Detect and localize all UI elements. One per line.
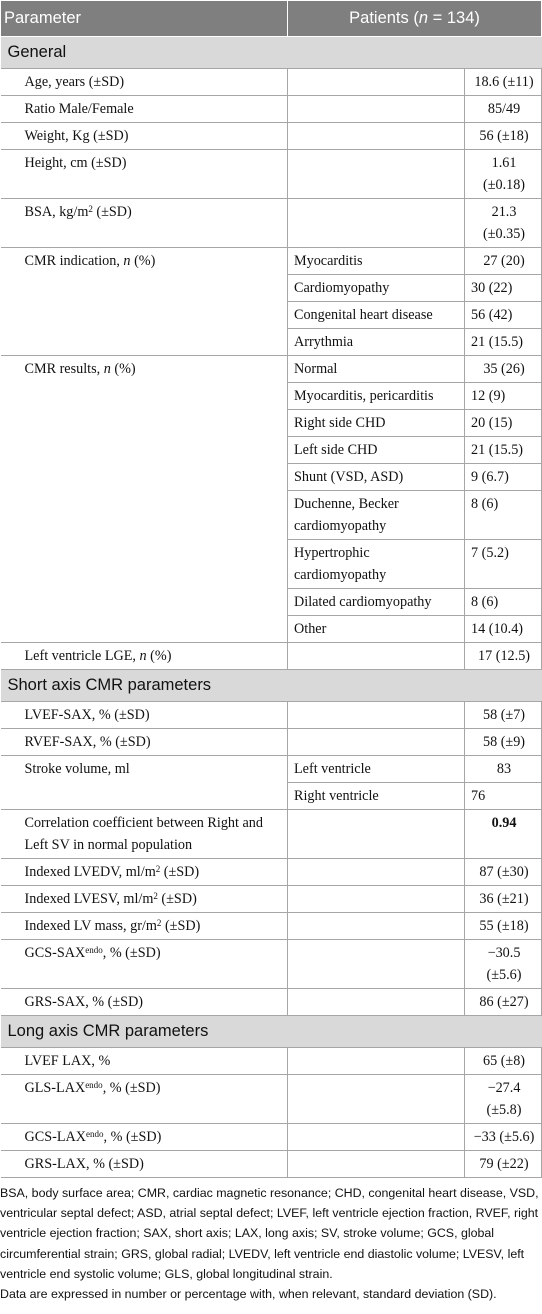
row-label: LVEF LAX, % — [1, 1048, 288, 1075]
row-label: Height, cm (±SD) — [1, 150, 288, 199]
label-superscript: 2 — [156, 918, 162, 928]
label-text: (%) — [110, 361, 136, 377]
row-value: 21.3 (±0.35) — [465, 199, 542, 248]
row-sub: Congenital heart disease — [288, 302, 465, 329]
label-text: (%) — [146, 648, 172, 664]
row-label — [1, 1124, 288, 1151]
row-label: Age, years (±SD) — [1, 69, 288, 96]
footnote-data-note: Data are expressed in number or percentage with, when relevant, standard deviation (SD). — [0, 1287, 497, 1302]
row-label: LVEF-SAX, % (±SD) — [1, 702, 288, 729]
row-sub: Right ventricle — [288, 783, 465, 810]
label-text: Indexed LVEDV, ml/m — [24, 864, 156, 880]
row-value: 65 (±8) — [465, 1048, 542, 1075]
row-sub: Myocarditis, pericarditis — [288, 383, 465, 410]
label-superscript: 2 — [155, 864, 161, 874]
table-row-lvef-lax — [1, 1048, 542, 1075]
row-value: 86 (±27) — [465, 989, 542, 1016]
row-value: 58 (±9) — [465, 729, 542, 756]
row-value: 0.94 — [465, 810, 542, 859]
row-value: −27.4 (±5.8) — [465, 1075, 542, 1124]
row-value: 7 (5.2) — [465, 540, 542, 589]
row-label: Weight, Kg (±SD) — [1, 123, 288, 150]
label-text: GCS-LAX — [24, 1129, 86, 1145]
row-sub — [288, 1124, 465, 1151]
row-value: 12 (9) — [465, 383, 542, 410]
table-row-ratio — [1, 96, 542, 123]
label-text: , % (±SD) — [102, 1080, 161, 1096]
row-label — [1, 1075, 288, 1124]
section-general — [1, 37, 542, 69]
row-value: 1.61 (±0.18) — [465, 150, 542, 199]
label-n: n — [139, 648, 147, 664]
label-superscript: endo — [85, 1129, 104, 1139]
label-text: GLS-LAX — [24, 1080, 86, 1096]
header-patients-suffix: = 134) — [428, 9, 480, 27]
row-sub: Hypertrophic cardiomyopathy — [288, 540, 465, 589]
label-text: , % (±SD) — [103, 1129, 162, 1145]
row-sub: Other — [288, 616, 465, 643]
label-text: (±SD) — [160, 864, 200, 880]
row-sub — [288, 886, 465, 913]
row-sub — [288, 729, 465, 756]
row-sub — [288, 859, 465, 886]
row-sub — [288, 150, 465, 199]
label-superscript: 2 — [153, 891, 158, 901]
header-patients-prefix: Patients ( — [349, 9, 419, 27]
row-value: 56 (42) — [465, 302, 542, 329]
row-sub: Left ventricle — [288, 756, 465, 783]
row-label: RVEF-SAX, % (±SD) — [1, 729, 288, 756]
row-value: 79 (±22) — [465, 1151, 542, 1178]
header-parameter: Parameter — [1, 1, 288, 37]
row-value: 17 (12.5) — [465, 643, 542, 670]
row-label — [1, 940, 288, 989]
row-value: 21 (15.5) — [465, 437, 542, 464]
row-label: GRS-SAX, % (±SD) — [1, 989, 288, 1016]
row-sub: Dilated cardiomyopathy — [288, 589, 465, 616]
row-sub — [288, 989, 465, 1016]
label-text: (±SD) — [92, 204, 132, 220]
row-label: Correlation coefficient between Right and Left SV in normal population — [1, 810, 288, 859]
row-value: 36 (±21) — [465, 886, 542, 913]
table-row-lge — [1, 643, 542, 670]
label-text: CMR results, — [24, 361, 104, 377]
row-value: 58 (±7) — [465, 702, 542, 729]
row-sub: Myocarditis — [288, 248, 465, 275]
row-value: 9 (6.7) — [465, 464, 542, 491]
row-sub — [288, 199, 465, 248]
table-row-lvef-sax — [1, 702, 542, 729]
row-label — [1, 199, 288, 248]
row-label: GRS-LAX, % (±SD) — [1, 1151, 288, 1178]
label-text: Left ventricle LGE, — [24, 648, 140, 664]
row-value: 8 (6) — [465, 589, 542, 616]
table-row-age — [1, 69, 542, 96]
section-title: General — [1, 37, 542, 69]
row-value: 18.6 (±11) — [465, 69, 542, 96]
row-label — [1, 859, 288, 886]
label-text: BSA, kg/m — [24, 204, 89, 220]
table-row-correlation — [1, 810, 542, 859]
row-value: 83 — [465, 756, 542, 783]
row-value: 27 (20) — [465, 248, 542, 275]
row-value: 76 — [465, 783, 542, 810]
label-text: Indexed LV mass, gr/m — [24, 918, 157, 934]
label-text: (±SD) — [161, 918, 201, 934]
table-row-gls-lax — [1, 1075, 542, 1124]
row-label: Stroke volume, ml — [1, 756, 288, 810]
row-sub — [288, 1151, 465, 1178]
label-superscript: 2 — [88, 204, 93, 214]
table-row-lv-mass — [1, 913, 542, 940]
table-row-lvedv — [1, 859, 542, 886]
label-text: , % (±SD) — [102, 945, 161, 961]
row-sub — [288, 913, 465, 940]
row-label — [1, 886, 288, 913]
row-label — [1, 913, 288, 940]
table-row-lvesv — [1, 886, 542, 913]
row-sub: Shunt (VSD, ASD) — [288, 464, 465, 491]
row-value: 87 (±30) — [465, 859, 542, 886]
label-text: (%) — [130, 253, 156, 269]
label-text: CMR indication, — [24, 253, 124, 269]
table-row-cmr-indication — [1, 248, 542, 275]
row-value: −33 (±5.6) — [465, 1124, 542, 1151]
label-superscript: endo — [85, 945, 103, 955]
section-title: Short axis CMR parameters — [1, 670, 542, 702]
label-text: GCS-SAX — [24, 945, 86, 961]
row-sub: Right side CHD — [288, 410, 465, 437]
row-sub — [288, 1075, 465, 1124]
table-row-height — [1, 150, 542, 199]
header-patients — [288, 1, 542, 37]
label-text: (±SD) — [157, 891, 197, 907]
row-sub — [288, 702, 465, 729]
table-footnotes — [0, 1178, 541, 1304]
row-value: 35 (26) — [465, 356, 542, 383]
row-value: 21 (15.5) — [465, 329, 542, 356]
table-row-grs-sax — [1, 989, 542, 1016]
row-sub: Duchenne, Becker cardiomyopathy — [288, 491, 465, 540]
section-short-axis — [1, 670, 542, 702]
row-value: 20 (15) — [465, 410, 542, 437]
row-value: 56 (±18) — [465, 123, 542, 150]
section-title: Long axis CMR parameters — [1, 1016, 542, 1048]
row-label — [1, 643, 288, 670]
row-label — [1, 248, 288, 356]
row-sub: Normal — [288, 356, 465, 383]
label-text: Indexed LVESV, ml/m — [24, 891, 154, 907]
row-sub: Cardiomyopathy — [288, 275, 465, 302]
row-value: 8 (6) — [465, 491, 542, 540]
table-row-rvef-sax — [1, 729, 542, 756]
row-sub: Arrythmia — [288, 329, 465, 356]
row-sub — [288, 940, 465, 989]
row-value: 30 (22) — [465, 275, 542, 302]
table-row-cmr-results — [1, 356, 542, 383]
row-sub — [288, 810, 465, 859]
footnote-abbreviations: BSA, body surface area; CMR, cardiac magnetic resonance; CHD, congenital heart disease, VSD, ventricular septal defect; ASD, atrial septal defect; LVEF, left ventricle ejection fraction, RVEF, right ventricle ejection fraction; SAX, short axis; LAX, long axis; SV, stroke volume; GCS, global circumferential strain; GRS, global radial; LVEDV, left ventricle end diastolic volume; LVESV, left ventricle end systolic volume; GLS, global longitudinal strain. — [0, 1186, 539, 1281]
header-patients-n: n — [418, 9, 429, 27]
table-header-row — [1, 1, 542, 37]
row-label — [1, 356, 288, 643]
row-sub — [288, 69, 465, 96]
table-row-bsa — [1, 199, 542, 248]
table-row-gcs-lax — [1, 1124, 542, 1151]
row-sub: Left side CHD — [288, 437, 465, 464]
table-row-weight — [1, 123, 542, 150]
label-n: n — [123, 253, 131, 269]
label-superscript: endo — [85, 1080, 103, 1090]
row-value: 85/49 — [465, 96, 542, 123]
label-n: n — [103, 361, 111, 377]
row-value: 14 (10.4) — [465, 616, 542, 643]
section-long-axis — [1, 1016, 542, 1048]
row-value: 55 (±18) — [465, 913, 542, 940]
row-value: −30.5 (±5.6) — [465, 940, 542, 989]
row-sub — [288, 123, 465, 150]
row-sub — [288, 643, 465, 670]
row-sub — [288, 96, 465, 123]
table-row-gcs-sax — [1, 940, 542, 989]
row-sub — [288, 1048, 465, 1075]
table-row-stroke-volume — [1, 756, 542, 783]
table-row-grs-lax — [1, 1151, 542, 1178]
row-label: Ratio Male/Female — [1, 96, 288, 123]
